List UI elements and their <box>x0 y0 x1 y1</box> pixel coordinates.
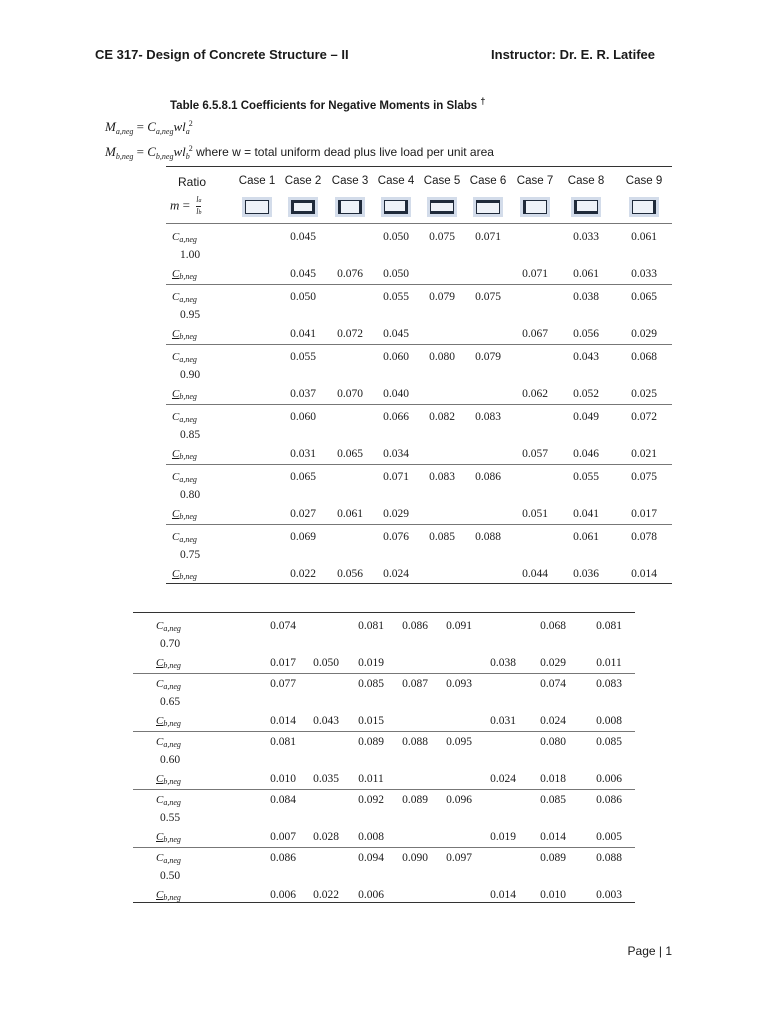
cb-value-case-4: 0.024 <box>383 568 409 580</box>
ca-value-case-4: 0.055 <box>383 291 409 303</box>
cb-value-case-9: 0.033 <box>631 268 657 280</box>
ca-value-case-5: 0.079 <box>429 291 455 303</box>
ratio-value: 0.95 <box>180 309 201 321</box>
row-divider <box>166 344 672 345</box>
cb-label: Cb,neg <box>172 388 197 401</box>
cb-value-case-9: 0.017 <box>631 508 657 520</box>
ca-value-case-9: 0.061 <box>631 231 657 243</box>
cb-value-case-7: 0.071 <box>522 268 548 280</box>
cb-value-case-8: 0.018 <box>540 773 566 785</box>
ca-value-case-9: 0.075 <box>631 471 657 483</box>
course-title: CE 317- Design of Concrete Structure – II <box>95 47 349 62</box>
ca-value-case-8: 0.080 <box>540 736 566 748</box>
ca-value-case-8: 0.061 <box>573 531 599 543</box>
cb-label: Cb,neg <box>156 773 181 786</box>
ratio-value: 0.55 <box>160 812 181 824</box>
ratio-value: 0.50 <box>160 870 181 882</box>
cb-label: Cb,neg <box>156 889 181 902</box>
cb-value-case-8: 0.036 <box>573 568 599 580</box>
ca-value-case-8: 0.055 <box>573 471 599 483</box>
cb-value-case-7: 0.014 <box>490 889 516 901</box>
row-divider <box>133 847 635 848</box>
ca-label: Ca,neg <box>172 471 197 484</box>
ca-value-case-6: 0.088 <box>475 531 501 543</box>
row-divider <box>166 284 672 285</box>
ratio-value: 0.90 <box>180 369 201 381</box>
cb-value-case-9: 0.011 <box>596 657 622 669</box>
case-header-7: Case 7 <box>516 175 554 187</box>
ca-value-case-9: 0.065 <box>631 291 657 303</box>
cb-label: Cb,neg <box>172 328 197 341</box>
cb-value-case-7: 0.019 <box>490 831 516 843</box>
ca-value-case-2: 0.050 <box>290 291 316 303</box>
cb-value-case-2: 0.017 <box>270 657 296 669</box>
ca-value-case-9: 0.083 <box>596 678 622 690</box>
ca-value-case-5: 0.087 <box>402 678 428 690</box>
row-divider <box>166 524 672 525</box>
cb-value-case-2: 0.014 <box>270 715 296 727</box>
case-header-9: Case 9 <box>625 175 663 187</box>
ca-value-case-2: 0.060 <box>290 411 316 423</box>
ratio-header: Ratio <box>178 175 207 189</box>
cb-value-case-7: 0.057 <box>522 448 548 460</box>
ca-value-case-5: 0.086 <box>402 620 428 632</box>
ca-value-case-9: 0.078 <box>631 531 657 543</box>
ca-value-case-2: 0.077 <box>270 678 296 690</box>
cb-value-case-4: 0.019 <box>358 657 384 669</box>
cb-label: Cb,neg <box>156 715 181 728</box>
cb-value-case-2: 0.006 <box>270 889 296 901</box>
cb-value-case-9: 0.005 <box>596 831 622 843</box>
ca-label: Ca,neg <box>172 531 197 544</box>
row-divider <box>133 673 635 674</box>
ca-label: Ca,neg <box>156 736 181 749</box>
ca-value-case-6: 0.096 <box>446 794 472 806</box>
ca-value-case-4: 0.076 <box>383 531 409 543</box>
ca-value-case-6: 0.095 <box>446 736 472 748</box>
row-divider <box>166 464 672 465</box>
instructor-name: Instructor: Dr. E. R. Latifee <box>491 47 655 62</box>
ca-value-case-6: 0.079 <box>475 351 501 363</box>
cb-value-case-3: 0.050 <box>313 657 339 669</box>
cb-label: Cb,neg <box>156 657 181 670</box>
table-caption <box>170 96 485 112</box>
cb-value-case-7: 0.024 <box>490 773 516 785</box>
ca-value-case-2: 0.084 <box>270 794 296 806</box>
cb-value-case-9: 0.025 <box>631 388 657 400</box>
ratio-value: 0.70 <box>160 638 181 650</box>
ca-value-case-4: 0.094 <box>358 852 384 864</box>
ca-value-case-9: 0.085 <box>596 736 622 748</box>
slab-case-7-icon <box>520 197 550 217</box>
ca-value-case-8: 0.089 <box>540 852 566 864</box>
ca-value-case-4: 0.071 <box>383 471 409 483</box>
ratio-value: 0.65 <box>160 696 181 708</box>
ratio-value: 0.80 <box>180 489 201 501</box>
cb-value-case-8: 0.046 <box>573 448 599 460</box>
case-header-2: Case 2 <box>284 175 322 187</box>
cb-value-case-4: 0.029 <box>383 508 409 520</box>
ca-label: Ca,neg <box>172 291 197 304</box>
cb-value-case-8: 0.052 <box>573 388 599 400</box>
ca-value-case-5: 0.088 <box>402 736 428 748</box>
ca-value-case-8: 0.033 <box>573 231 599 243</box>
slab-case-9-icon <box>629 197 659 217</box>
cb-value-case-3: 0.065 <box>337 448 363 460</box>
table-top-rule <box>166 166 672 167</box>
ca-value-case-4: 0.060 <box>383 351 409 363</box>
row-divider <box>166 404 672 405</box>
cb-value-case-4: 0.040 <box>383 388 409 400</box>
ratio-value: 0.75 <box>180 549 201 561</box>
ca-value-case-6: 0.075 <box>475 291 501 303</box>
ca-value-case-5: 0.090 <box>402 852 428 864</box>
header-divider <box>166 223 672 224</box>
cb-value-case-9: 0.029 <box>631 328 657 340</box>
cb-value-case-2: 0.027 <box>290 508 316 520</box>
cb-value-case-3: 0.043 <box>313 715 339 727</box>
formula-ma: $M_{a,neg} = C_{a,neg}wl_a^2$ <box>105 119 193 136</box>
slab-case-8-icon <box>571 197 601 217</box>
ca-value-case-9: 0.072 <box>631 411 657 423</box>
ca-label: Ca,neg <box>156 620 181 633</box>
table1-bottom-rule <box>166 583 672 584</box>
cb-value-case-7: 0.062 <box>522 388 548 400</box>
slab-case-4-icon <box>381 197 411 217</box>
cb-value-case-9: 0.003 <box>596 889 622 901</box>
ca-value-case-4: 0.081 <box>358 620 384 632</box>
ratio-value: 0.85 <box>180 429 201 441</box>
cb-value-case-4: 0.006 <box>358 889 384 901</box>
cb-value-case-3: 0.076 <box>337 268 363 280</box>
ca-value-case-4: 0.050 <box>383 231 409 243</box>
ca-value-case-4: 0.089 <box>358 736 384 748</box>
caption-footnote-mark: † <box>480 96 486 106</box>
ca-value-case-8: 0.043 <box>573 351 599 363</box>
cb-value-case-3: 0.028 <box>313 831 339 843</box>
ca-value-case-4: 0.066 <box>383 411 409 423</box>
cb-value-case-3: 0.056 <box>337 568 363 580</box>
ca-value-case-8: 0.085 <box>540 794 566 806</box>
cb-value-case-8: 0.041 <box>573 508 599 520</box>
cb-value-case-3: 0.061 <box>337 508 363 520</box>
ca-value-case-2: 0.065 <box>290 471 316 483</box>
ca-value-case-9: 0.068 <box>631 351 657 363</box>
case-header-1: Case 1 <box>238 175 276 187</box>
ca-value-case-5: 0.089 <box>402 794 428 806</box>
case-header-4: Case 4 <box>377 175 415 187</box>
cb-value-case-4: 0.011 <box>358 773 384 785</box>
cb-value-case-4: 0.008 <box>358 831 384 843</box>
ca-value-case-2: 0.086 <box>270 852 296 864</box>
cb-value-case-2: 0.031 <box>290 448 316 460</box>
table2-bottom-rule <box>133 902 635 903</box>
cb-value-case-4: 0.015 <box>358 715 384 727</box>
ca-value-case-9: 0.081 <box>596 620 622 632</box>
ca-value-case-9: 0.088 <box>596 852 622 864</box>
slab-case-2-icon <box>288 197 318 217</box>
ca-value-case-4: 0.085 <box>358 678 384 690</box>
slab-case-1-icon <box>242 197 272 217</box>
ca-label: Ca,neg <box>156 852 181 865</box>
ca-value-case-5: 0.080 <box>429 351 455 363</box>
ca-value-case-2: 0.069 <box>290 531 316 543</box>
slab-case-6-icon <box>473 197 503 217</box>
ratio-value: 1.00 <box>180 249 201 261</box>
cb-value-case-7: 0.044 <box>522 568 548 580</box>
cb-label: Cb,neg <box>172 448 197 461</box>
ratio-value: 0.60 <box>160 754 181 766</box>
cb-value-case-8: 0.024 <box>540 715 566 727</box>
ca-value-case-5: 0.075 <box>429 231 455 243</box>
ca-value-case-2: 0.074 <box>270 620 296 632</box>
cb-value-case-2: 0.037 <box>290 388 316 400</box>
ca-label: Ca,neg <box>172 231 197 244</box>
ca-label: Ca,neg <box>156 794 181 807</box>
cb-value-case-9: 0.014 <box>631 568 657 580</box>
formula-mb: $M_{b,neg} = C_{b,neg}wl_b^2$ where w = total uniform dead plus live load per unit area <box>105 144 494 161</box>
cb-value-case-2: 0.010 <box>270 773 296 785</box>
ca-label: Ca,neg <box>172 411 197 424</box>
cb-value-case-8: 0.014 <box>540 831 566 843</box>
ca-value-case-2: 0.081 <box>270 736 296 748</box>
case-header-3: Case 3 <box>331 175 369 187</box>
ca-value-case-2: 0.055 <box>290 351 316 363</box>
cb-label: Cb,neg <box>172 568 197 581</box>
ca-value-case-5: 0.083 <box>429 471 455 483</box>
ca-value-case-5: 0.085 <box>429 531 455 543</box>
ca-value-case-6: 0.097 <box>446 852 472 864</box>
ca-label: Ca,neg <box>172 351 197 364</box>
row-divider <box>133 789 635 790</box>
ca-label: Ca,neg <box>156 678 181 691</box>
ca-value-case-6: 0.083 <box>475 411 501 423</box>
case-header-5: Case 5 <box>423 175 461 187</box>
row-divider <box>133 731 635 732</box>
cb-value-case-4: 0.034 <box>383 448 409 460</box>
ca-value-case-6: 0.093 <box>446 678 472 690</box>
table2-top-rule <box>133 612 635 613</box>
ca-value-case-8: 0.049 <box>573 411 599 423</box>
cb-label: Cb,neg <box>172 508 197 521</box>
cb-value-case-8: 0.010 <box>540 889 566 901</box>
cb-value-case-9: 0.006 <box>596 773 622 785</box>
cb-value-case-2: 0.022 <box>290 568 316 580</box>
slab-case-3-icon <box>335 197 365 217</box>
cb-value-case-8: 0.056 <box>573 328 599 340</box>
case-header-6: Case 6 <box>469 175 507 187</box>
slab-case-5-icon <box>427 197 457 217</box>
cb-value-case-7: 0.031 <box>490 715 516 727</box>
cb-value-case-2: 0.041 <box>290 328 316 340</box>
ca-value-case-8: 0.068 <box>540 620 566 632</box>
cb-value-case-9: 0.021 <box>631 448 657 460</box>
cb-value-case-2: 0.045 <box>290 268 316 280</box>
cb-value-case-3: 0.035 <box>313 773 339 785</box>
cb-value-case-3: 0.022 <box>313 889 339 901</box>
case-header-8: Case 8 <box>567 175 605 187</box>
cb-value-case-3: 0.072 <box>337 328 363 340</box>
cb-value-case-8: 0.029 <box>540 657 566 669</box>
ca-value-case-6: 0.086 <box>475 471 501 483</box>
cb-value-case-8: 0.061 <box>573 268 599 280</box>
m-definition: m = $\frac{la}{lb}$ <box>170 195 202 216</box>
cb-value-case-7: 0.038 <box>490 657 516 669</box>
cb-value-case-2: 0.007 <box>270 831 296 843</box>
cb-label: Cb,neg <box>172 268 197 281</box>
ca-value-case-6: 0.071 <box>475 231 501 243</box>
ca-value-case-4: 0.092 <box>358 794 384 806</box>
ca-value-case-9: 0.086 <box>596 794 622 806</box>
ca-value-case-2: 0.045 <box>290 231 316 243</box>
ca-value-case-5: 0.082 <box>429 411 455 423</box>
cb-value-case-9: 0.008 <box>596 715 622 727</box>
cb-label: Cb,neg <box>156 831 181 844</box>
cb-value-case-7: 0.051 <box>522 508 548 520</box>
cb-value-case-3: 0.070 <box>337 388 363 400</box>
cb-value-case-4: 0.050 <box>383 268 409 280</box>
table-caption-text: Table 6.5.8.1 Coefficients for Negative Moments in Slabs <box>170 99 478 112</box>
cb-value-case-4: 0.045 <box>383 328 409 340</box>
cb-value-case-7: 0.067 <box>522 328 548 340</box>
ca-value-case-8: 0.074 <box>540 678 566 690</box>
ca-value-case-8: 0.038 <box>573 291 599 303</box>
ca-value-case-6: 0.091 <box>446 620 472 632</box>
page-number: Page | 1 <box>627 944 672 958</box>
